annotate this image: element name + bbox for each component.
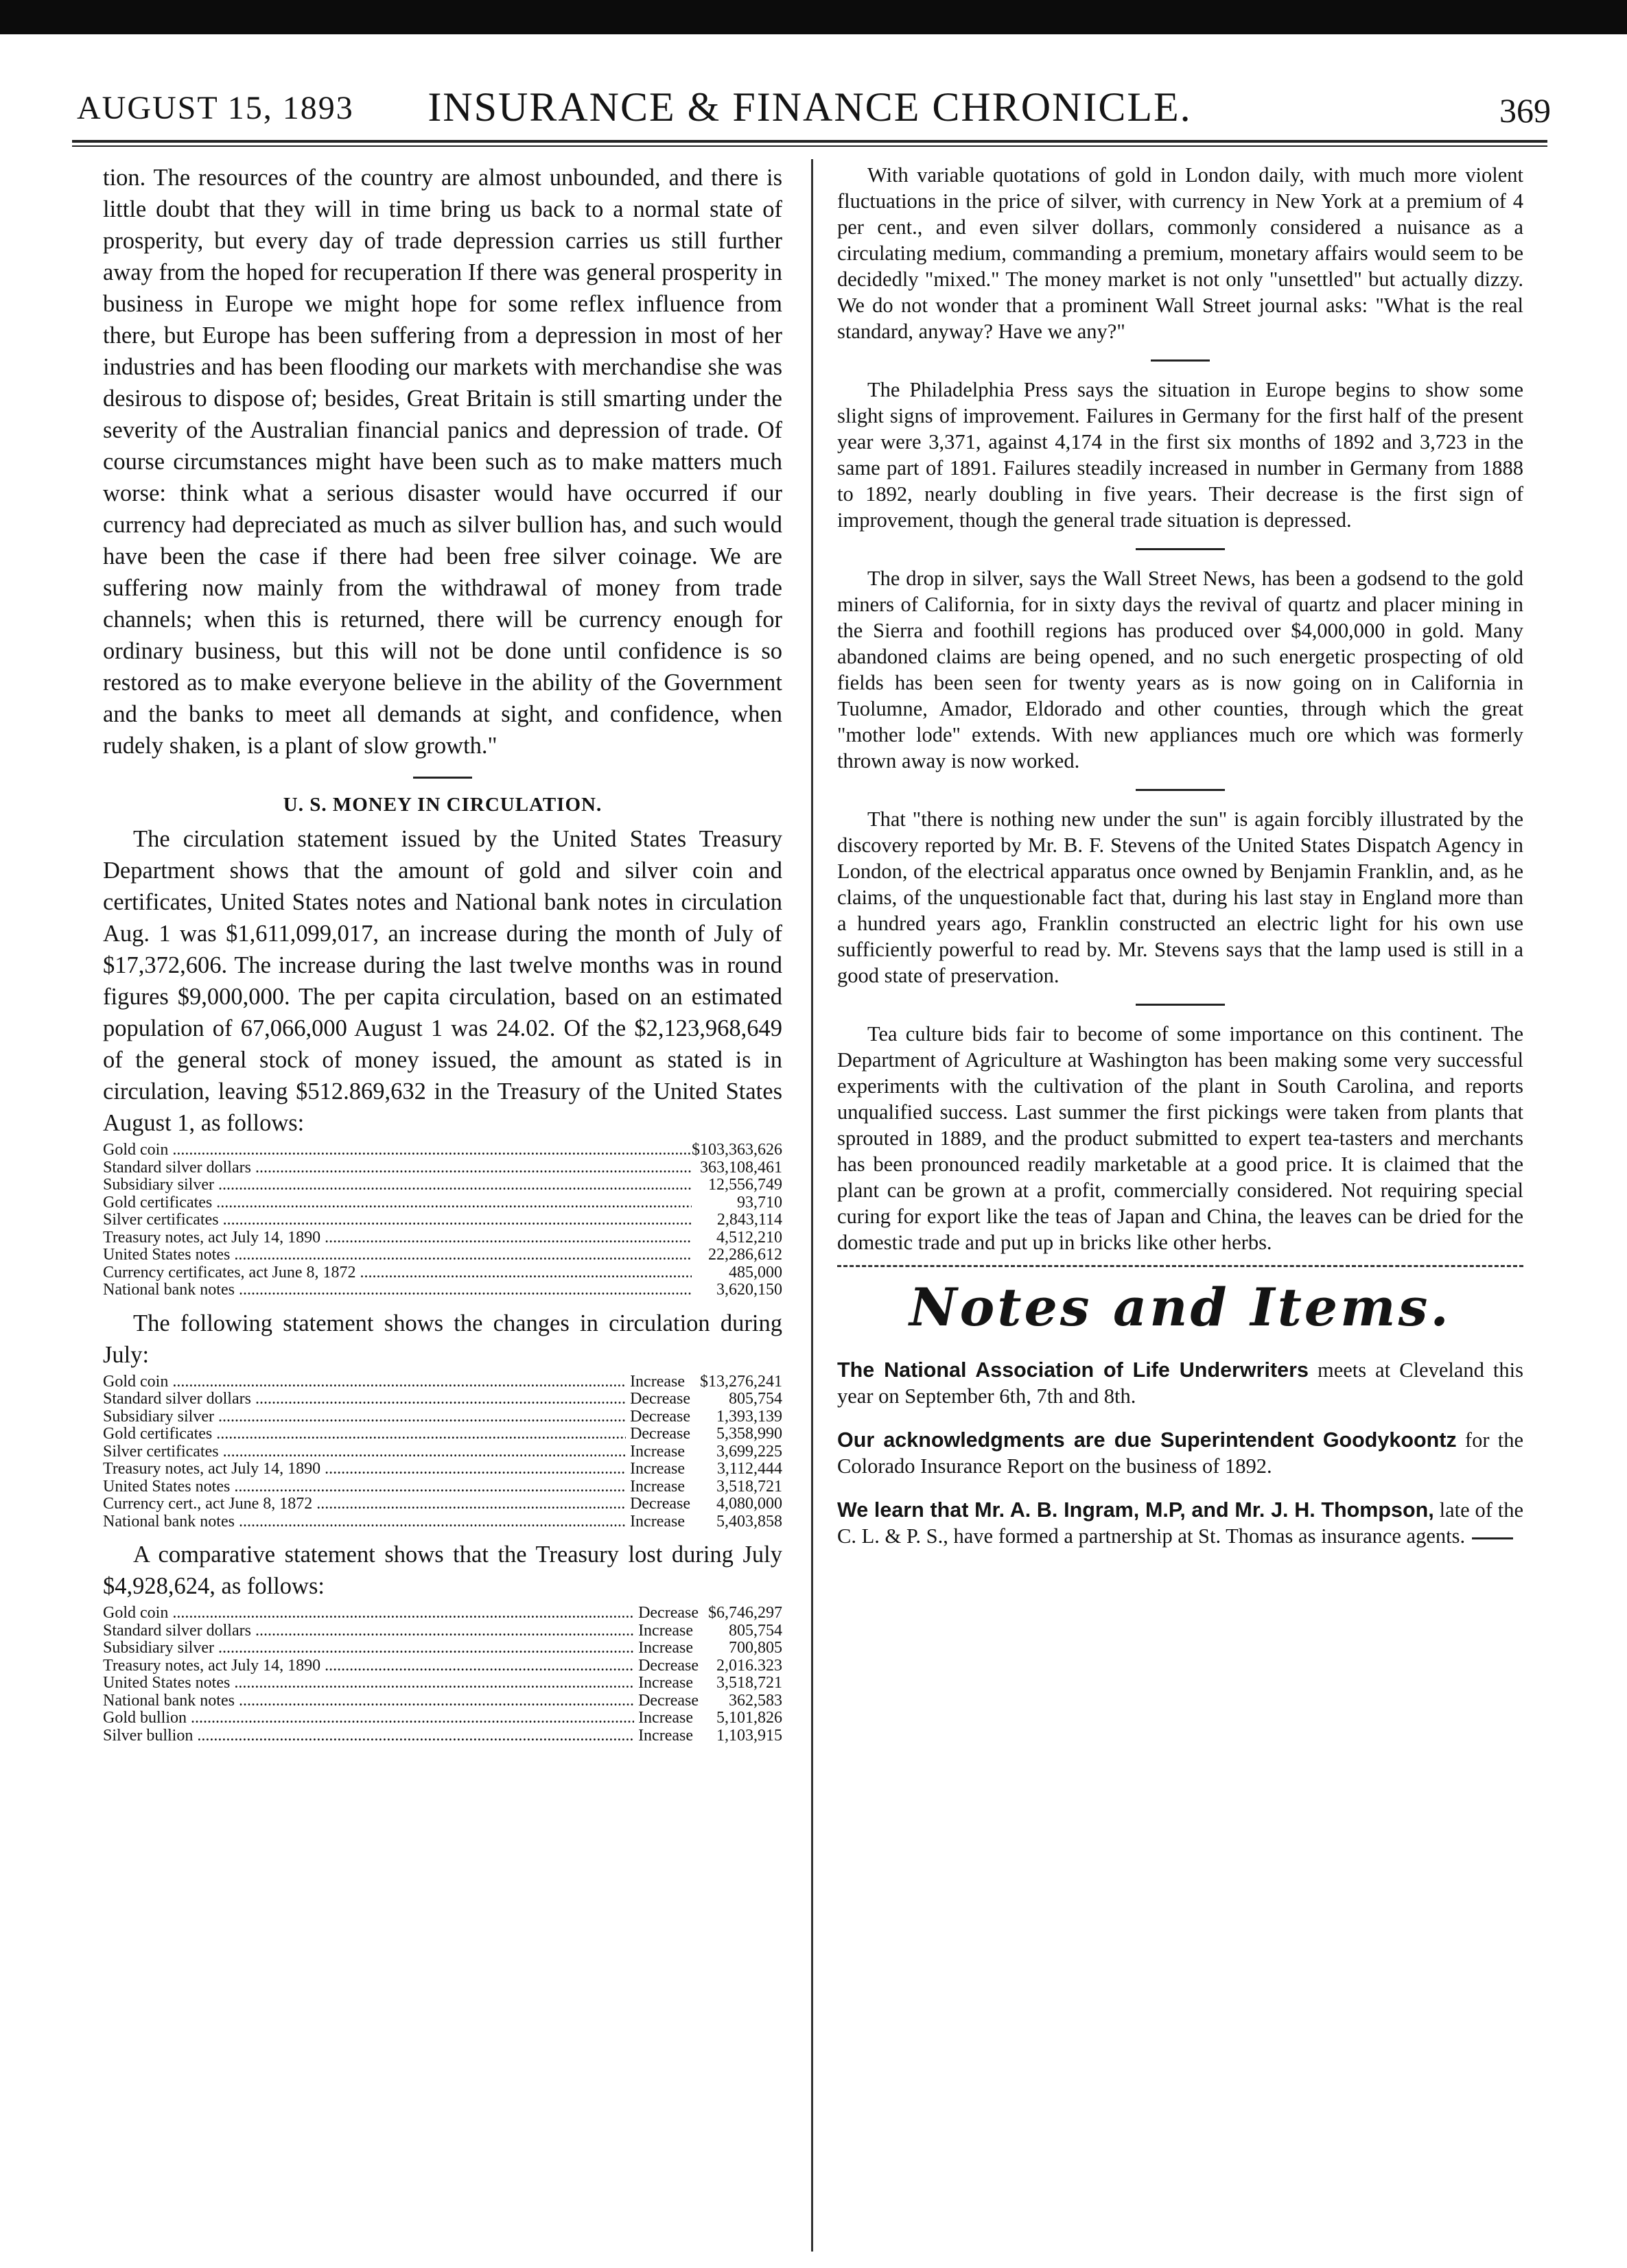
comparative-row [103, 1727, 782, 1745]
note-lead: We learn that Mr. A. B. Ingram, M.P, and Mr. J. H. Thompson, [837, 1498, 1434, 1522]
treasury-row [103, 1247, 782, 1264]
changes-amount: 3,699,225 [716, 1442, 782, 1461]
changes-row [103, 1443, 782, 1461]
silver-paragraph: The drop in silver, says the Wall Street News, has been a godsend to the gold miners of California, for in sixty days the revival of quartz and placer mining in the Sierra and foothill regions has produced over $4,000,000 in gold. Many abandoned claims are being opened, and no such energetic prospecting of old fields has been seen for twenty years as is now going on in California in Tuolumne, Amador, Eldorado and other counties, through which the great "mother lode" extends. With new appliances much ore which was formerly thrown away is now worked. [837, 567, 1523, 772]
comparative-change-kind: Decrease [638, 1691, 699, 1710]
changes-item-label: Gold coin ..... [103, 1373, 626, 1391]
comparative-change-kind: Increase [638, 1621, 693, 1640]
note-item [837, 1497, 1523, 1549]
treasury-amount: 93,710 [737, 1193, 782, 1212]
comparative-amount: 362,583 [729, 1691, 782, 1710]
changes-amount: 3,112,444 [716, 1460, 782, 1478]
treasury-item-label: Currency certificates, act June 8, 1872 ..... [103, 1264, 692, 1282]
comparative-amount: 5,101,826 [716, 1709, 782, 1727]
note-body: late of the C. L. & P. S., have formed a partnership at St. Thomas as insurance agents. [837, 1498, 1523, 1548]
treasury-row [103, 1194, 782, 1212]
changes-amount: 805,754 [729, 1390, 782, 1408]
changes-amount: 4,080,000 [716, 1495, 782, 1513]
changes-item-label: Standard silver dollars ..... [103, 1391, 626, 1408]
treasury-row [103, 1281, 782, 1299]
comparative-amount: 2,016.323 [716, 1656, 782, 1675]
comparative-change-kind: Increase [638, 1726, 693, 1745]
tea-paragraph: Tea culture bids fair to become of some importance on this continent. The Department of Agriculture at Washington has been making some very successful experiments with the cultivation of the plant in South Carolina, and reports unqualified success. Last summer the first pickings were taken from plants that sprouted in 1889, and the product submitted to expert tea-tasters and merchants has been pronounced readily marketable at a good price. It is claimed that the plant can be grown at a profit, commercially considered. Not requiring special curing for export like the teas of Japan and China, the leaves can be dried for the domestic trade and put up in bricks like other herbs. [837, 1022, 1523, 1254]
changes-item-label: United States notes ..... [103, 1478, 626, 1496]
comparative-change-kind: Increase [638, 1639, 693, 1657]
changes-table [103, 1373, 782, 1531]
comparative-table [103, 1605, 782, 1745]
changes-change-kind: Decrease [630, 1390, 690, 1408]
changes-row [103, 1373, 782, 1391]
treasury-amount: 3,620,150 [716, 1281, 782, 1299]
comparative-item-label: Standard silver dollars ..... [103, 1622, 634, 1640]
comparative-item-label: Treasury notes, act July 14, 1890 ..... [103, 1657, 634, 1675]
section-heading: U. S. MONEY IN CIRCULATION. [283, 794, 602, 816]
changes-row [103, 1496, 782, 1513]
comparative-amount: 3,518,721 [716, 1674, 782, 1692]
changes-change-kind: Increase [630, 1442, 685, 1461]
comparative-item-label: National bank notes ..... [103, 1692, 634, 1710]
changes-item-label: Treasury notes, act July 14, 1890 ..... [103, 1461, 626, 1478]
changes-row [103, 1391, 782, 1408]
note-item [837, 1357, 1523, 1409]
note-body: meets at Cleveland this year on September 6th, 7th and 8th. [837, 1358, 1523, 1408]
column-divider [811, 159, 813, 2252]
treasury-row [103, 1229, 782, 1247]
treasury-amount: $103,363,626 [692, 1141, 782, 1159]
treasury-item-label: National bank notes ..... [103, 1281, 692, 1299]
changes-row [103, 1478, 782, 1496]
changes-item-label: National bank notes ..... [103, 1513, 626, 1531]
treasury-amount: 4,512,210 [716, 1228, 782, 1247]
comparative-item-label: Silver bullion ..... [103, 1727, 634, 1745]
changes-change-kind: Decrease [630, 1495, 690, 1513]
comparative-item-label: Gold bullion ..... [103, 1710, 634, 1727]
changes-item-label: Currency cert., act June 8, 1872 ..... [103, 1496, 626, 1513]
end-mark [1472, 1537, 1513, 1539]
page-number: 369 [1499, 91, 1551, 130]
changes-change-kind: Increase [630, 1460, 685, 1478]
treasury-amount: 363,108,461 [700, 1158, 782, 1177]
note-item [837, 1427, 1523, 1479]
changes-change-kind: Increase [630, 1372, 685, 1391]
comparative-amount: 805,754 [729, 1621, 782, 1640]
circulation-paragraph: The circulation statement issued by the United States Treasury Department shows that the amount of gold and silver coin and certificates, United States notes and National bank notes in circulation Aug. 1 was $1,611,099,017, an increase during the month of July of $17,372,606. The increase during the last twelve months was in round figures $9,000,000. The per capita circulation, based on an estimated population of 67,066,000 August 1 was 24.02. Of the $2,123,968,649 of the general stock of money issued, the amount as stated is in circulation, leaving $512.869,632 in the Treasury of the United States August 1, as follows: [103, 826, 782, 1136]
treasury-item-label: United States notes ..... [103, 1247, 692, 1264]
treasury-amount: 12,556,749 [708, 1176, 782, 1194]
treasury-item-label: Gold coin ..... [103, 1142, 692, 1159]
issue-date: AUGUST 15, 1893 [77, 90, 354, 126]
treasury-table [103, 1142, 782, 1299]
changes-amount: 5,358,990 [716, 1425, 782, 1443]
note-lead: The National Association of Life Underwriters [837, 1358, 1309, 1382]
comparative-row [103, 1710, 782, 1727]
changes-change-kind: Increase [630, 1477, 685, 1496]
dashed-rule [837, 1265, 1523, 1267]
treasury-item-label: Standard silver dollars ..... [103, 1159, 692, 1177]
treasury-item-label: Subsidiary silver ..... [103, 1177, 692, 1194]
right-column [837, 162, 1523, 1567]
item-separator [1136, 1004, 1225, 1006]
note-lead: Our acknowledgments are due Superintendent Goodykoontz [837, 1428, 1457, 1452]
comparative-change-kind: Decrease [638, 1604, 699, 1622]
comparative-row [103, 1657, 782, 1675]
treasury-row [103, 1142, 782, 1159]
changes-row [103, 1408, 782, 1426]
comparative-change-kind: Decrease [638, 1656, 699, 1675]
comparative-amount: $6,746,297 [708, 1604, 782, 1622]
comparative-row [103, 1622, 782, 1640]
treasury-amount: 2,843,114 [716, 1211, 782, 1229]
treasury-amount: 485,000 [729, 1263, 782, 1281]
comparative-row [103, 1640, 782, 1657]
comparative-row [103, 1692, 782, 1710]
treasury-row [103, 1212, 782, 1229]
changes-amount: 3,518,721 [716, 1477, 782, 1496]
changes-row [103, 1461, 782, 1478]
header-rule-thick [72, 140, 1547, 143]
changes-change-kind: Decrease [630, 1407, 690, 1426]
changes-amount: 1,393,139 [716, 1407, 782, 1426]
changes-change-kind: Decrease [630, 1425, 690, 1443]
treasury-row [103, 1159, 782, 1177]
masthead-title: INSURANCE & FINANCE CHRONICLE. [428, 84, 1192, 130]
comparative-row [103, 1605, 782, 1622]
treasury-row [103, 1177, 782, 1194]
item-separator [1136, 548, 1225, 550]
section-separator [413, 777, 472, 779]
comparative-item-label: Gold coin ..... [103, 1605, 634, 1622]
header-rule-thin [72, 145, 1547, 147]
comparative-item-label: Subsidiary silver ..... [103, 1640, 634, 1657]
changes-change-kind: Increase [630, 1512, 685, 1531]
note-body: for the Colorado Insurance Report on the business of 1892. [837, 1428, 1524, 1478]
franklin-paragraph: That "there is nothing new under the sun" is again forcibly illustrated by the discovery reported by Mr. B. F. Stevens of the United States Dispatch Agency in London, of the electrical apparatus once owned by Benjamin Franklin, and, as he claims, of the unquestionable fact that, during his last stay in England more than a hundred years ago, Franklin constructed an electric light for his own use sufficiently powerful to read by. Mr. Stevens says that the lamp used is still in a good state of preservation. [837, 807, 1523, 987]
changes-amount: 5,403,858 [716, 1512, 782, 1531]
intro-paragraph: tion. The resources of the country are almost unbounded, and there is little doubt that they will in time bring us back to a normal state of prosperity, but every day of trade depression carries us still further away from the hoped for recuperation If there was general prosperity in business in Europe we might hope for some reflex influence from there, but Europe has been suffering from a depression in most of her industries and has been flooding our markets with merchandise she was desirous to dispose of; besides, Great Britain is still smarting under the severity of the Australian financial panics and depression of trade. Of course circumstances might have been such as to make matters much worse: think what a serious disaster would have occurred if our currency had depreciated as much as silver bullion has, and such would have been the case if there had been free silver coinage. We are suffering now mainly from the withdrawal of money from trade channels; when this is returned, there will be currency enough for ordinary business, but this will not be done until confidence is so restored as to make everyone believe in the ability of the Government and the banks to meet all demands at sight, and confidence, when rudely shaken, is a plant of slow growth." [103, 165, 782, 759]
changes-amount: $13,276,241 [700, 1372, 782, 1391]
treasury-amount: 22,286,612 [708, 1246, 782, 1264]
comparative-item-label: United States notes ..... [103, 1675, 634, 1692]
treasury-item-label: Treasury notes, act July 14, 1890 ..... [103, 1229, 692, 1247]
changes-item-label: Gold certificates ..... [103, 1426, 626, 1443]
changes-paragraph: The following statement shows the changes in circulation during July: [103, 1310, 782, 1368]
top-black-bar [0, 0, 1627, 34]
changes-item-label: Silver certificates ..... [103, 1443, 626, 1461]
comparative-change-kind: Increase [638, 1709, 693, 1727]
changes-row [103, 1513, 782, 1531]
comparative-amount: 1,103,915 [716, 1726, 782, 1745]
item-separator [1136, 789, 1225, 791]
changes-row [103, 1426, 782, 1443]
left-column [103, 162, 782, 1753]
philadelphia-paragraph: The Philadelphia Press says the situation in Europe begins to show some slight signs of improvement. Failures in Germany for the first half of the present year were 3,371, against 4,174 in the first six months of 1892 and 3,723 in the same part of 1891. Failures steadily increased in number in Germany from 1888 to 1892, nearly doubling in five years. Their decrease is the first sign of improvement, though the general trade situation is depressed. [837, 378, 1523, 532]
gold-paragraph: With variable quotations of gold in London daily, with much more violent fluctuations in the price of silver, with currency in New York at a premium of 4 per cent., and even silver dollars, commonly considered a nuisance as a circulating medium, commanding a premium, monetary affairs would seem to be decidedly "mixed." The money market is not only "unsettled" but actually dizzy. We do not wonder that a prominent Wall Street journal asks: "What is the real standard, anyway? Have we any?" [837, 163, 1523, 343]
comparative-amount: 700,805 [729, 1639, 782, 1657]
treasury-row [103, 1264, 782, 1282]
comparative-change-kind: Increase [638, 1674, 693, 1692]
notes-list [837, 1357, 1523, 1549]
item-separator [1151, 359, 1210, 362]
comparative-paragraph: A comparative statement shows that the Treasury lost during July $4,928,624, as follows: [103, 1541, 782, 1599]
comparative-row [103, 1675, 782, 1692]
page-header [69, 81, 1551, 136]
changes-item-label: Subsidiary silver ..... [103, 1408, 626, 1426]
notes-and-items-title: Notes and Items. [909, 1277, 1451, 1338]
treasury-item-label: Silver certificates ..... [103, 1212, 692, 1229]
treasury-item-label: Gold certificates ..... [103, 1194, 692, 1212]
